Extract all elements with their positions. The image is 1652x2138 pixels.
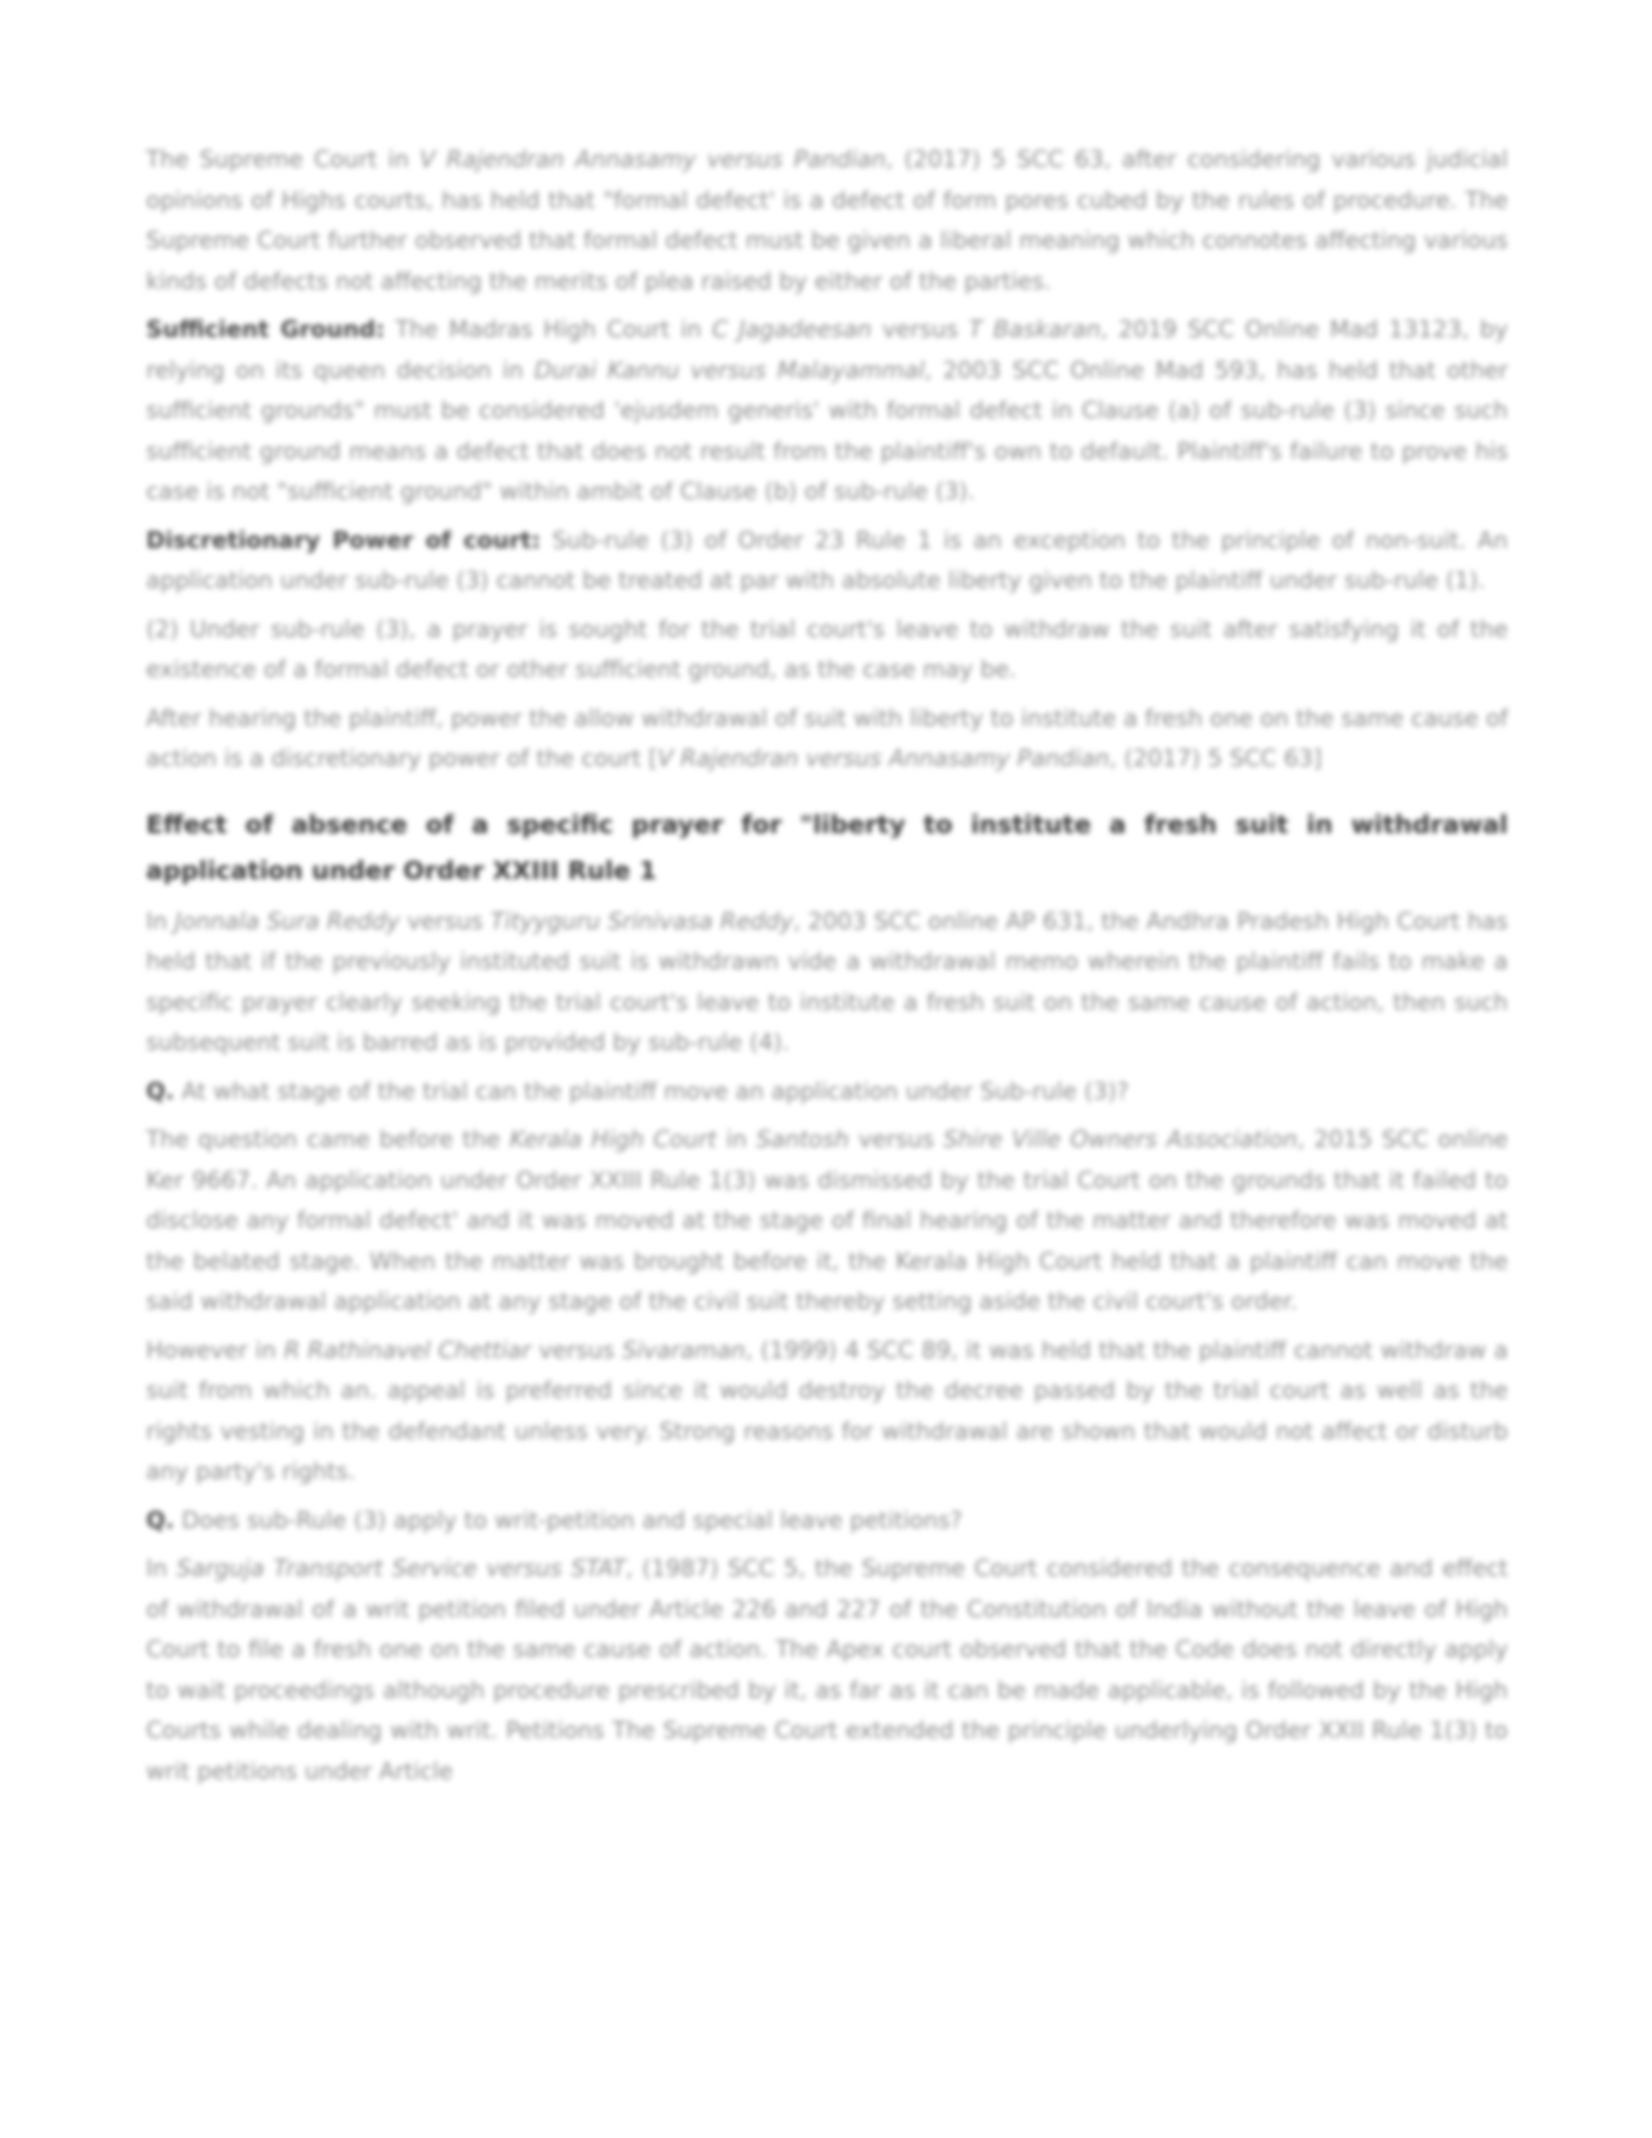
text: (2) Under sub-rule (3), a prayer is sought for the trial court's leave to withdraw the suit after satisfying it of the existence of a formal defect or other sufficient ground, as the case may be. (146, 616, 1508, 683)
case-name: V Rajendran Annasamy versus Pandian (419, 147, 886, 173)
text: , 2019 SCC Online Mad 13123, by relying on its queen decision in (146, 317, 1508, 384)
paragraph-sufficient-ground (146, 310, 1508, 513)
case-name: C Jagadeesan (712, 317, 872, 343)
document-body (146, 140, 1508, 1800)
question-writ-petitions (146, 1501, 1508, 1542)
text: , (2017) 5 SCC 63, after considering various judicial opinions of Highs courts, has held that "formal defect' is a defect of form pores cubed by the rules of procedure. The Supreme Court further observed that formal defect must be given a liberal meaning which connotes affecting various kinds of defects not affecting the merits of plea raised by either of the parties. (146, 147, 1509, 295)
text: , 2015 SCC online Ker 9667. An application under Order XXIII Rule 1(3) was dismissed by the trial Court on the grounds that it failed to disclose any formal defect' and it was moved at the stage of final hearing of the matter and therefore was moved at the belated stage. When the matter was brought before it, the Kerala High Court held that a plaintiff can move the said withdrawal application at any stage of the civil suit thereby setting aside the civil court's order. (146, 1127, 1509, 1315)
case-name: Shire Ville Owners Association (943, 1127, 1298, 1153)
section-heading: Effect of absence of a specific prayer for "liberty to institute a fresh suit in withdrawal application under Order XXIII Rule 1 (146, 809, 1508, 885)
term-label: Sufficient Ground: (146, 317, 385, 343)
case-name: T Baskaran (968, 317, 1101, 343)
case-name: Tityyguru Srinivasa Reddy (490, 908, 794, 935)
case-name: Santosh (756, 1127, 850, 1153)
paragraph-sub-rule-3 (146, 610, 1508, 691)
paragraph-jonnala (146, 902, 1508, 1064)
paragraph-rathinavel (146, 1331, 1508, 1493)
paragraph-discretionary-power (146, 521, 1508, 602)
text: In (146, 908, 175, 935)
text: versus (530, 1337, 623, 1364)
case-name: Sivaraman (622, 1337, 746, 1364)
question-stage-of-trial (146, 1072, 1508, 1113)
paragraph-after-hearing (146, 699, 1508, 780)
case-name: Sarguja Transport Service versus STAT (176, 1556, 626, 1582)
paragraph-rajendran (146, 140, 1508, 302)
text: in (716, 1127, 757, 1153)
text: In (146, 1556, 177, 1582)
text: , (2017) 5 SCC 63] (1109, 746, 1323, 772)
case-name: V Rajendran versus Annasamy Pandian (657, 746, 1110, 772)
text: Does sub-Rule (3) apply to writ-petition and special leave petitions? (174, 1507, 963, 1534)
text: versus (399, 908, 491, 935)
case-name: Durai Kannu versus Malayammal (534, 357, 925, 384)
text: At what stage of the trial can the plaintiff move an application under Sub-rule (3)? (174, 1078, 1129, 1105)
text: , 2003 SCC online AP 631, the Andhra Pradesh High Court has held that if the previously instituted suit is withdrawn vide a withdrawal memo wherein the plaintiff fails to make a specific prayer clearly seeking the trial court's leave to institute a fresh suit on the same cause of action, then such subsequent suit is barred as is provided by sub-rule (4). (146, 908, 1509, 1056)
text: The Supreme Court in (146, 147, 420, 173)
case-name: Jonnala Sura Reddy (174, 908, 400, 935)
question-label: Q. (146, 1507, 175, 1534)
text: The Madras High Court in (384, 317, 712, 343)
text: , (1999) 4 SCC 89, it was held that the plaintiff cannot withdraw a suit from which an. appeal is preferred since it would destroy the decree passed by the trial court as well as the rights vesting in the defendant unless very. Strong reasons for withdrawal are shown that would not affect or disturb any party's rights. (146, 1337, 1509, 1485)
text: The question came before the (146, 1127, 510, 1153)
text: After hearing the plaintiff, power the allow withdrawal of suit with liberty to institute a fresh one on the same cause of action is a discretionary power of the court [ (146, 705, 1508, 772)
text: versus (871, 317, 969, 343)
term-label: Discretionary Power of court: (146, 527, 541, 554)
paragraph-sarguja (146, 1549, 1508, 1792)
text: , 2003 SCC Online Mad 593, has held that other sufficient grounds" must be considered 'ejusdem generis' with formal defect in Clause (a) of sub-rule (3) since such sufficient ground means a defect that does not result from the plaintiff's own to default. Plaintiff's failure to prove his case is not "sufficient ground" within ambit of Clause (b) of sub-rule (3). (146, 357, 1509, 505)
text: versus (849, 1127, 944, 1153)
court-name: Kerala High Court (509, 1127, 717, 1153)
paragraph-santosh (146, 1120, 1508, 1323)
text: Sub-rule (3) of Order 23 Rule 1 is an exception to the principle of non-suit. An application under sub-rule (3) cannot be treated at par with absolute liberty given to the plaintiff under sub-rule (1). (146, 527, 1508, 594)
text: However in (146, 1337, 284, 1364)
question-label: Q. (146, 1078, 175, 1105)
case-name: R Rathinavel Chettiar (283, 1337, 531, 1364)
text: , (1987) SCC 5, the Supreme Court considered the consequence and effect of withdrawal of a writ petition filed under Article 226 and 227 of the Constitution of India without the leave of High Court to file a fresh one on the same cause of action. The Apex court observed that the Code does not directly apply to wait proceedings although procedure prescribed by it, as far as it can be made applicable, is followed by the High Courts while dealing with writ. Petitions The Supreme Court extended the principle underlying Order XXII Rule 1(3) to writ petitions under Article (146, 1556, 1509, 1785)
